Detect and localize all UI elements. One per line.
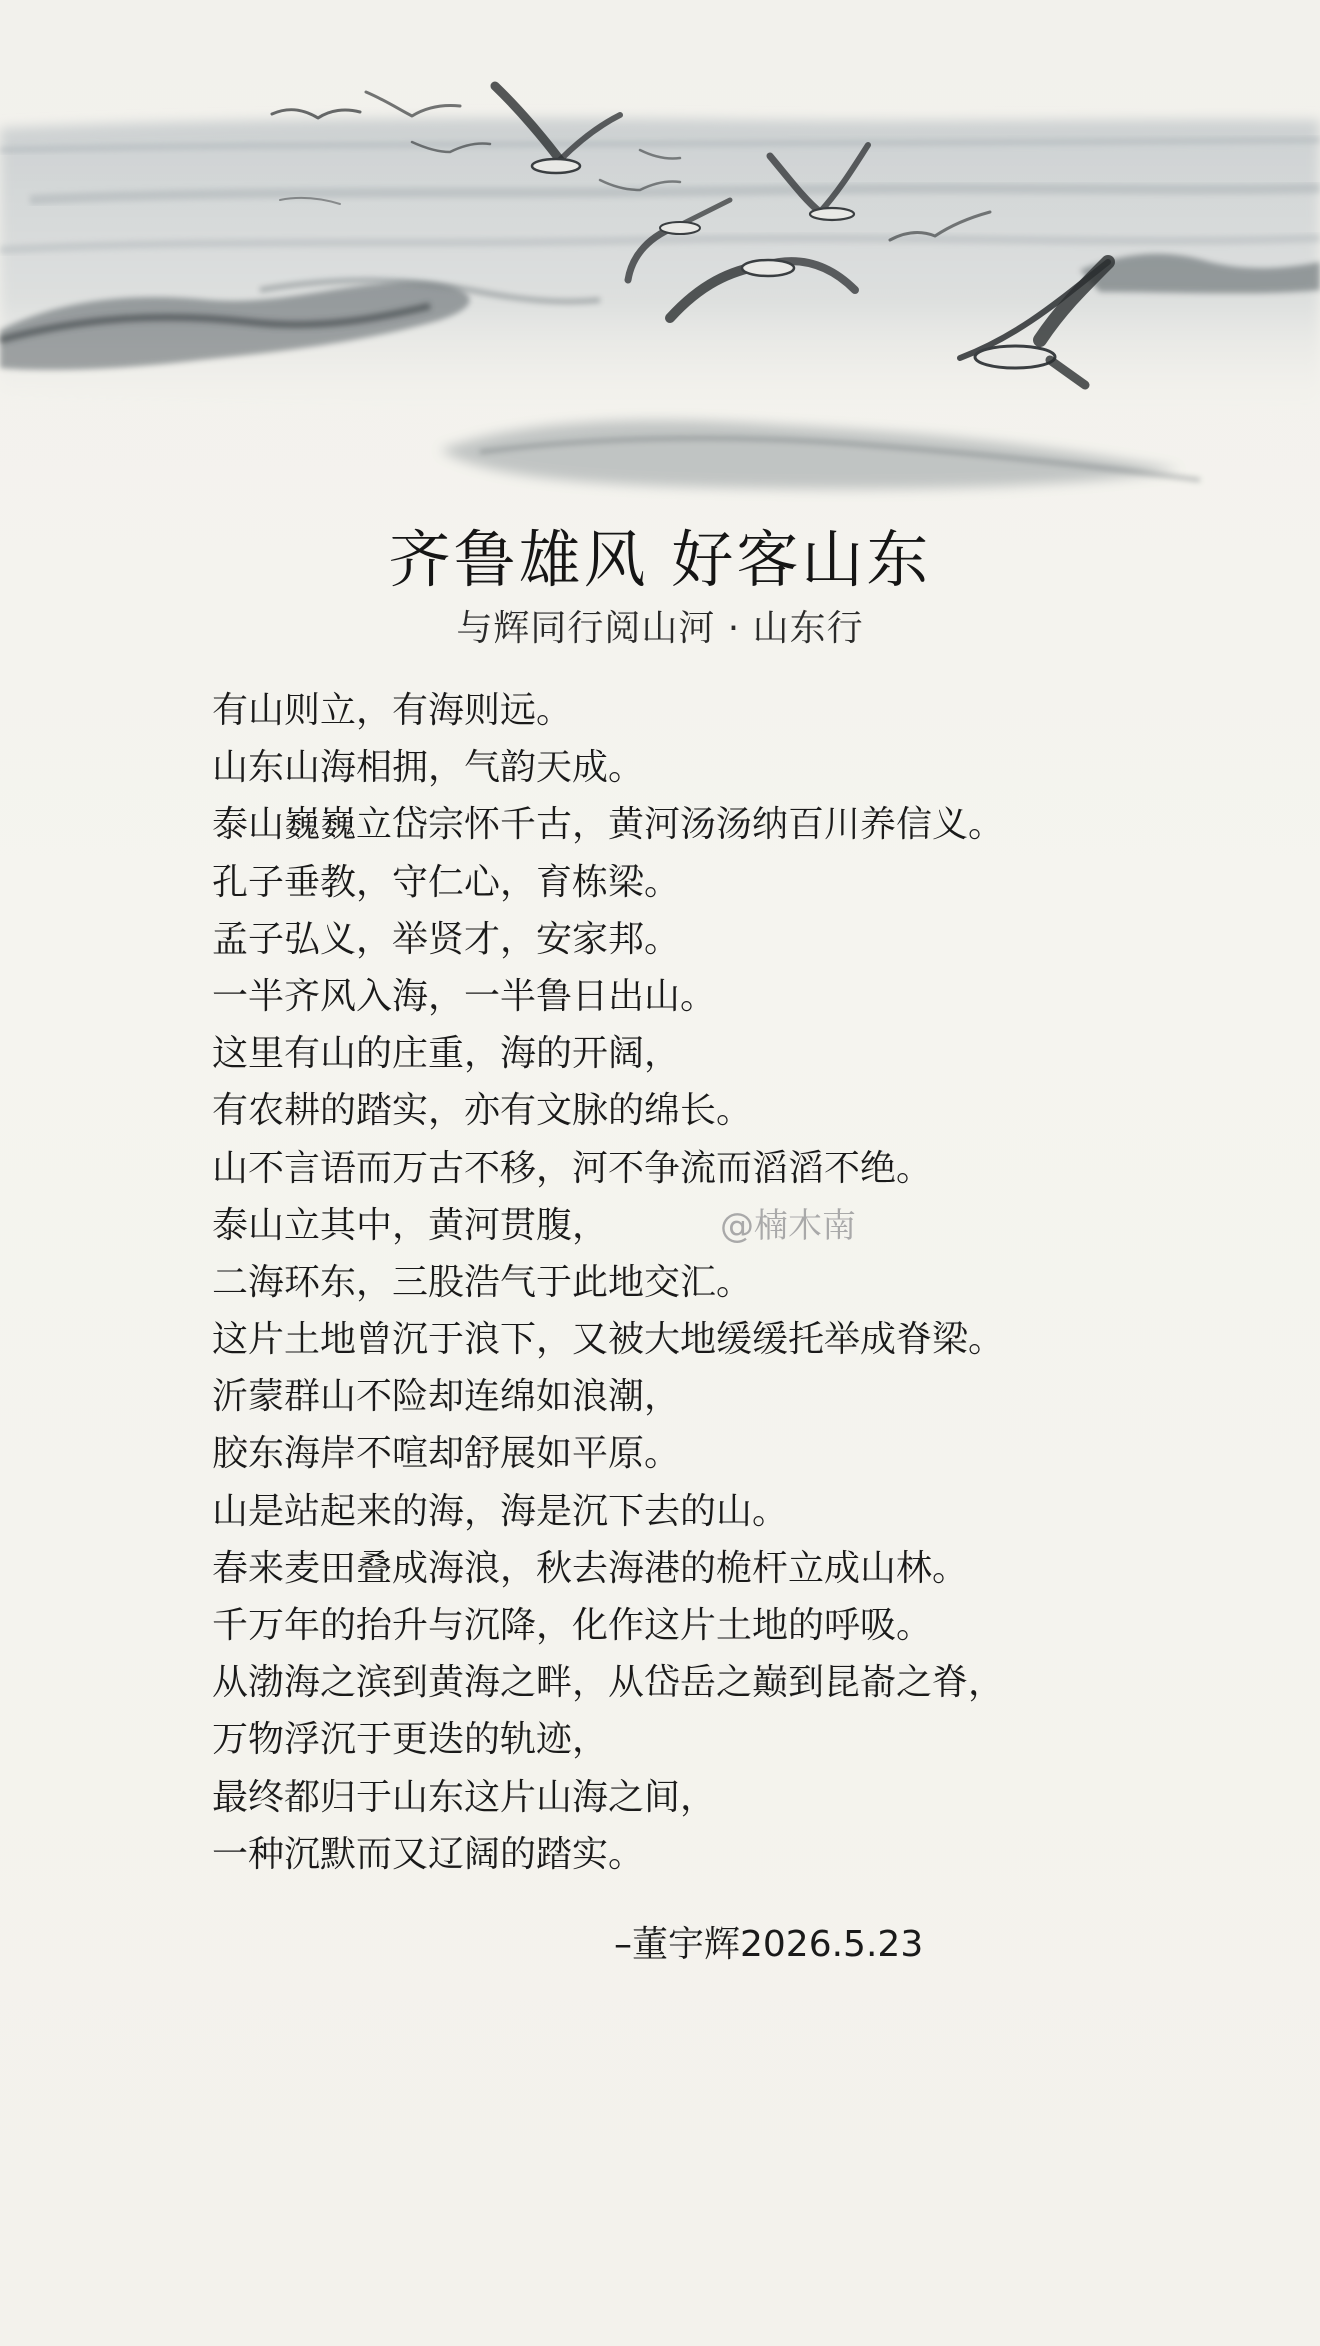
poem-line: 孟子弘义，举贤才，安家邦。 [212,918,681,960]
poem-line: 有山则立，有海则远。 [212,690,573,731]
poem-line: 一半齐风入海，一半鲁日出山。 [212,975,717,1017]
poem-line: 二海环东，三股浩气于此地交汇。 [212,1261,753,1303]
poem-line: 千万年的抬升与沉降，化作这片土地的呼吸。 [212,1605,933,1646]
sea-seagulls-illustration [0,0,1320,520]
poem-line: 最终都归于山东这片山海之间， [212,1776,717,1818]
author-signature: –董宇辉2026.5.23 [614,1924,924,1965]
poem-line: 春来麦田叠成海浪，秋去海港的桅杆立成山林。 [212,1547,969,1589]
poem-line: 孔子垂教，守仁心，育栋梁。 [212,861,681,903]
poem-line: 这里有山的庄重，海的开阔， [212,1033,681,1075]
poem-line: 有农耕的踏实，亦有文脉的绵长。 [212,1090,753,1132]
poem-line: 胶东海岸不喧却舒展如平原。 [212,1433,681,1475]
poem-line: 从渤海之滨到黄海之畔，从岱岳之巅到昆嵛之脊， [212,1662,1005,1704]
poem-line: 泰山巍巍立岱宗怀千古，黄河汤汤纳百川养信义。 [212,804,1005,846]
poem-line: 山是站起来的海，海是沉下去的山。 [212,1490,789,1532]
watermark-text: @楠木南 [720,1206,856,1246]
poem-line: 这片土地曾沉于浪下，又被大地缓缓托举成脊梁。 [212,1319,1005,1361]
page-title: 齐鲁雄风 好客山东 [388,523,932,596]
poem-line: 山东山海相拥，气韵天成。 [212,747,645,789]
poem-line: 万物浮沉于更迭的轨迹， [212,1719,609,1761]
poem-line: 一种沉默而又辽阔的踏实。 [212,1833,645,1875]
poem-line: 泰山立其中，黄河贯腹， [212,1204,609,1246]
poem-line: 沂蒙群山不险却连绵如浪潮， [212,1376,681,1418]
poem-line: 山不言语而万古不移，河不争流而滔滔不绝。 [212,1147,933,1189]
sea-wash [0,118,1320,489]
poem-body [212,682,1212,1883]
page-subtitle: 与辉同行阅山河 · 山东行 [456,608,864,649]
